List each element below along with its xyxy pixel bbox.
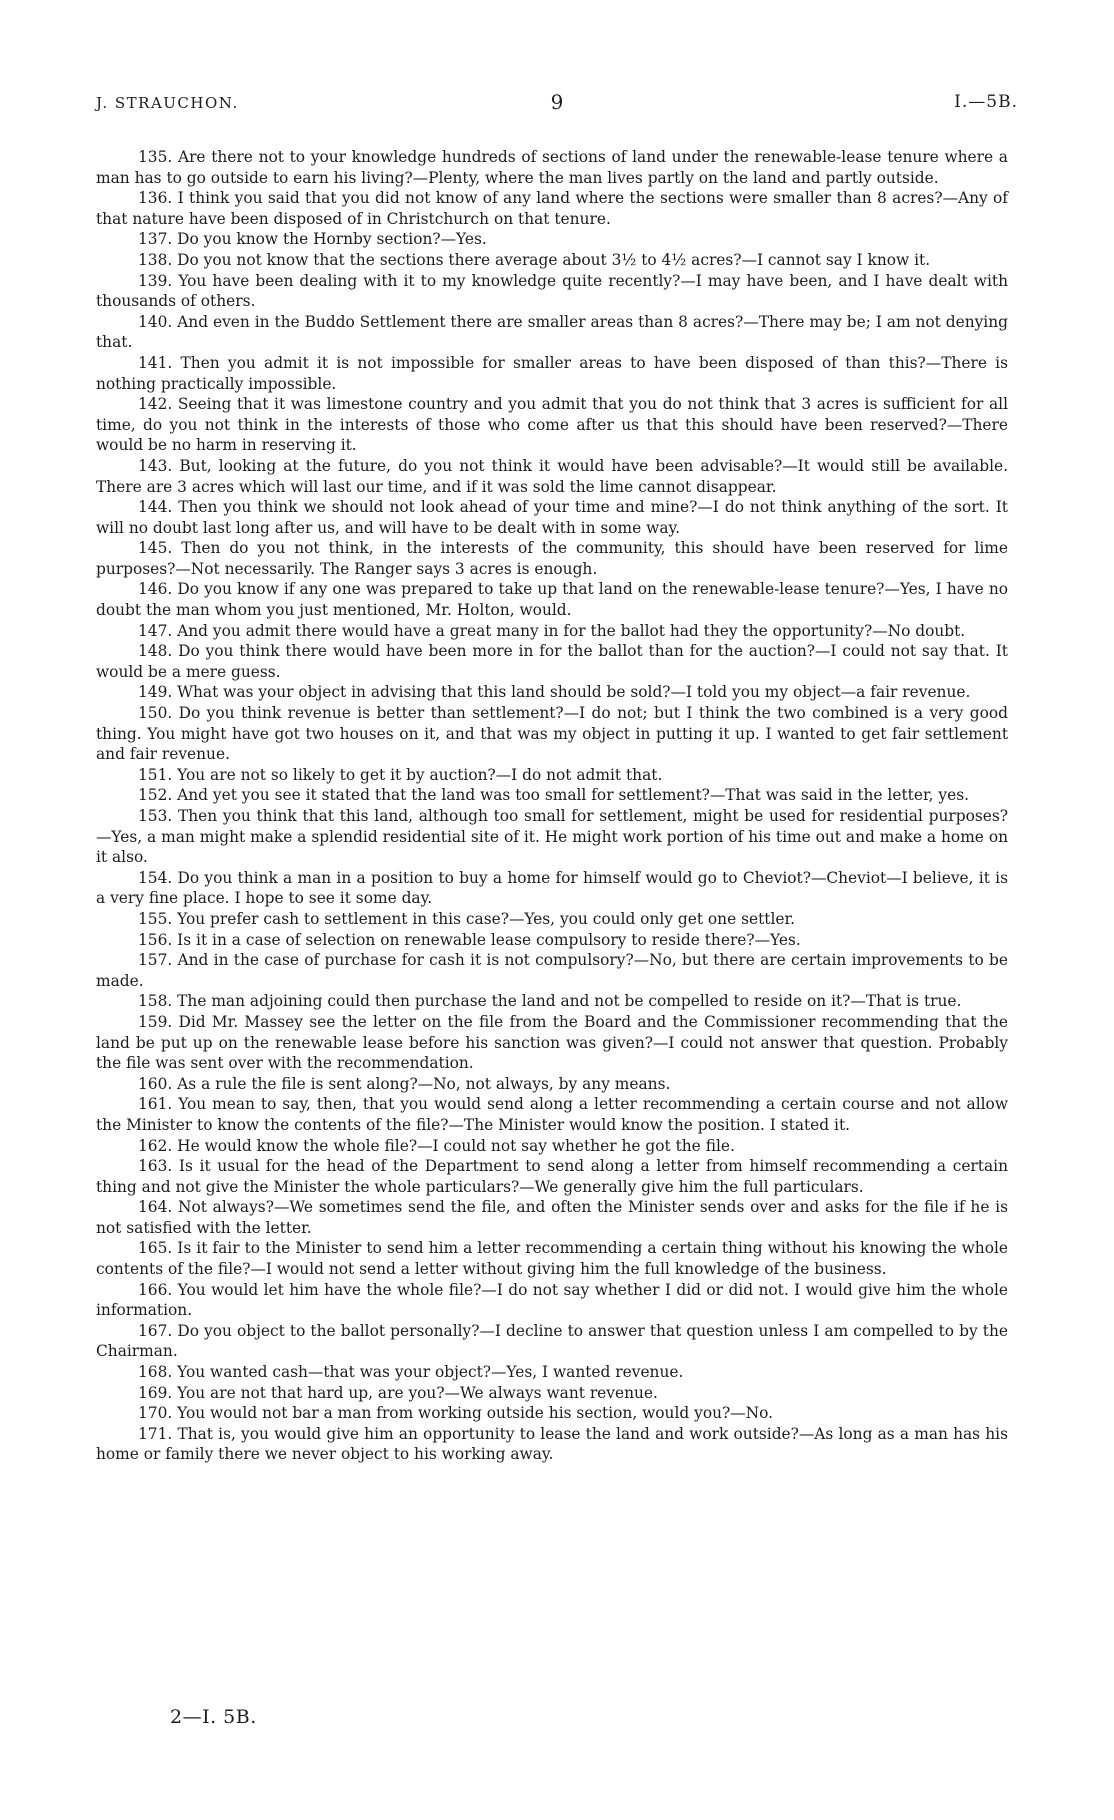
- testimony-paragraph: 144. Then you think we should not look ahead of your time and mine?—I do not think anything of the sort. It will no doubt last long after us, and will have to be dealt with in some way.: [96, 498, 1008, 537]
- testimony-paragraph: 146. Do you know if any one was prepared to take up that land on the renewable-lease tenure?—Yes, I have no doubt the man whom you just mentioned, Mr. Holton, would.: [96, 580, 1008, 620]
- testimony-paragraph: 161. You mean to say, then, that you would send along a letter recommending a certain course and not allow the Minister to know the contents of the file?—The Minister would know the position. I stated it.: [96, 1095, 1008, 1134]
- testimony-paragraph: 150. Do you think revenue is better than settlement?—I do not; but I think the two combined is a very good thing. You might have got two houses on it, and that was my object in putting it up. I wanted to get fair settlement and fair revenue.: [96, 704, 1008, 764]
- testimony-paragraph: 149. What was your object in advising that this land should be sold?—I told you my object—a fair revenue.: [138, 683, 971, 702]
- testimony-paragraph: 160. As a rule the file is sent along?—No, not always, by any means.: [138, 1074, 671, 1093]
- testimony-paragraph: 148. Do you think there would have been more in for the ballot than for the auction?—I could not say that. It would be a mere guess.: [96, 642, 1008, 681]
- testimony-paragraph: 157. And in the case of purchase for cash it is not compulsory?—No, but there are certain improvements to be made.: [96, 951, 1008, 990]
- testimony-paragraph: 143. But, looking at the future, do you not think it would have been advisable?—It would still be available. There are 3 acres which will last our time, and if it was sold the lime cannot disappear.: [96, 456, 1008, 496]
- testimony-paragraph: 151. You are not so likely to get it by auction?—I do not admit that.: [138, 765, 663, 784]
- testimony-paragraph: 171. That is, you would give him an opportunity to lease the land and work outside?—As long as a man has his home or family there we never object to his working away.: [96, 1424, 1008, 1464]
- testimony-paragraph: 152. And yet you see it stated that the land was too small for settlement?—That was said in the letter, yes.: [138, 786, 969, 805]
- testimony-paragraph: 140. And even in the Buddo Settlement there are smaller areas than 8 acres?—There may be; I am not denying that.: [96, 312, 1008, 352]
- testimony-paragraph: 135. Are there not to your knowledge hundreds of sections of land under the renewable-lease tenure where a man has to go outside to earn his living?—Plenty, where the man lives partly on the land and partly outside.: [96, 148, 1008, 187]
- testimony-paragraph: 169. You are not that hard up, are you?—We always want revenue.: [138, 1383, 658, 1402]
- testimony-paragraph: 163. Is it usual for the head of the Department to send along a letter from himself recommending a certain thing and not give the Minister the whole particulars?—We generally give him the full particulars.: [96, 1157, 1008, 1196]
- page-header: [96, 92, 1018, 118]
- testimony-paragraph: 158. The man adjoining could then purchase the land and not be compelled to reside on it?—That is true.: [138, 992, 962, 1011]
- testimony-paragraph: 165. Is it fair to the Minister to send him a letter recommending a certain thing without his knowing the whole contents of the file?—I would not send a letter without giving him the full knowledge of the business.: [96, 1239, 1008, 1279]
- testimony-paragraph: 170. You would not bar a man from working outside his section, would you?—No.: [138, 1404, 773, 1423]
- testimony-paragraph: 154. Do you think a man in a position to buy a home for himself would go to Cheviot?—Cheviot—I believe, it is a very fine place. I hope to see it some day.: [96, 868, 1008, 908]
- testimony-paragraph: 142. Seeing that it was limestone country and you admit that you do not think that 3 acres is sufficient for all time, do you not think in the interests of those who come after us that this should have been reserved?—There would be no harm in reserving it.: [96, 395, 1008, 455]
- testimony-paragraph: 156. Is it in a case of selection on renewable lease compulsory to reside there?—Yes.: [138, 930, 801, 949]
- testimony-body: [96, 147, 1008, 1465]
- printer-signature: 2—I. 5B.: [170, 1706, 257, 1728]
- testimony-paragraph: 162. He would know the whole file?—I could not say whether he got the file.: [138, 1136, 735, 1155]
- testimony-paragraph: 164. Not always?—We sometimes send the file, and often the Minister sends over and asks for the file if he is not satisfied with the letter.: [96, 1198, 1008, 1237]
- testimony-paragraph: 138. Do you not know that the sections there average about 3½ to 4½ acres?—I cannot say I know it.: [138, 250, 931, 269]
- testimony-paragraph: 168. You wanted cash—that was your object?—Yes, I wanted revenue.: [138, 1363, 684, 1382]
- testimony-paragraph: 145. Then do you not think, in the interests of the community, this should have been reserved for lime purposes?—Not necessarily. The Ranger says 3 acres is enough.: [96, 539, 1008, 578]
- header-document-ref: I.—5B.: [954, 92, 1018, 112]
- testimony-paragraph: 167. Do you object to the ballot personally?—I decline to answer that question unless I am compelled to by the Chairman.: [96, 1321, 1008, 1361]
- testimony-paragraph: 141. Then you admit it is not impossible for smaller areas to have been disposed of than this?—There is nothing practically impossible.: [96, 353, 1008, 393]
- testimony-paragraph: 137. Do you know the Hornby section?—Yes.: [138, 230, 487, 249]
- testimony-paragraph: 136. I think you said that you did not know of any land where the sections were smaller than 8 acres?—Any of that nature have been disposed of in Christchurch on that tenure.: [96, 189, 1008, 228]
- testimony-paragraph: 153. Then you think that this land, although too small for settlement, might be used for residential purposes?—Yes, a man might make a splendid residential site of it. He might work portion of his time out and make a home on it also.: [96, 807, 1008, 867]
- header-witness-name: J. STRAUCHON.: [96, 94, 239, 112]
- header-page-number: 9: [550, 90, 564, 114]
- testimony-paragraph: 155. You prefer cash to settlement in this case?—Yes, you could only get one settler.: [138, 909, 796, 928]
- testimony-paragraph: 166. You would let him have the whole file?—I do not say whether I did or did not. I would give him the whole information.: [96, 1280, 1008, 1320]
- testimony-paragraph: 147. And you admit there would have a great many in for the ballot had they the opportunity?—No doubt.: [138, 621, 966, 640]
- testimony-paragraph: 139. You have been dealing with it to my knowledge quite recently?—I may have been, and I have dealt with thousands of others.: [96, 271, 1008, 311]
- testimony-paragraph: 159. Did Mr. Massey see the letter on the file from the Board and the Commissioner recommending that the land be put up on the renewable lease before his sanction was given?—I could not answer that question. Probably the file was sent over with the recommendation.: [96, 1012, 1008, 1073]
